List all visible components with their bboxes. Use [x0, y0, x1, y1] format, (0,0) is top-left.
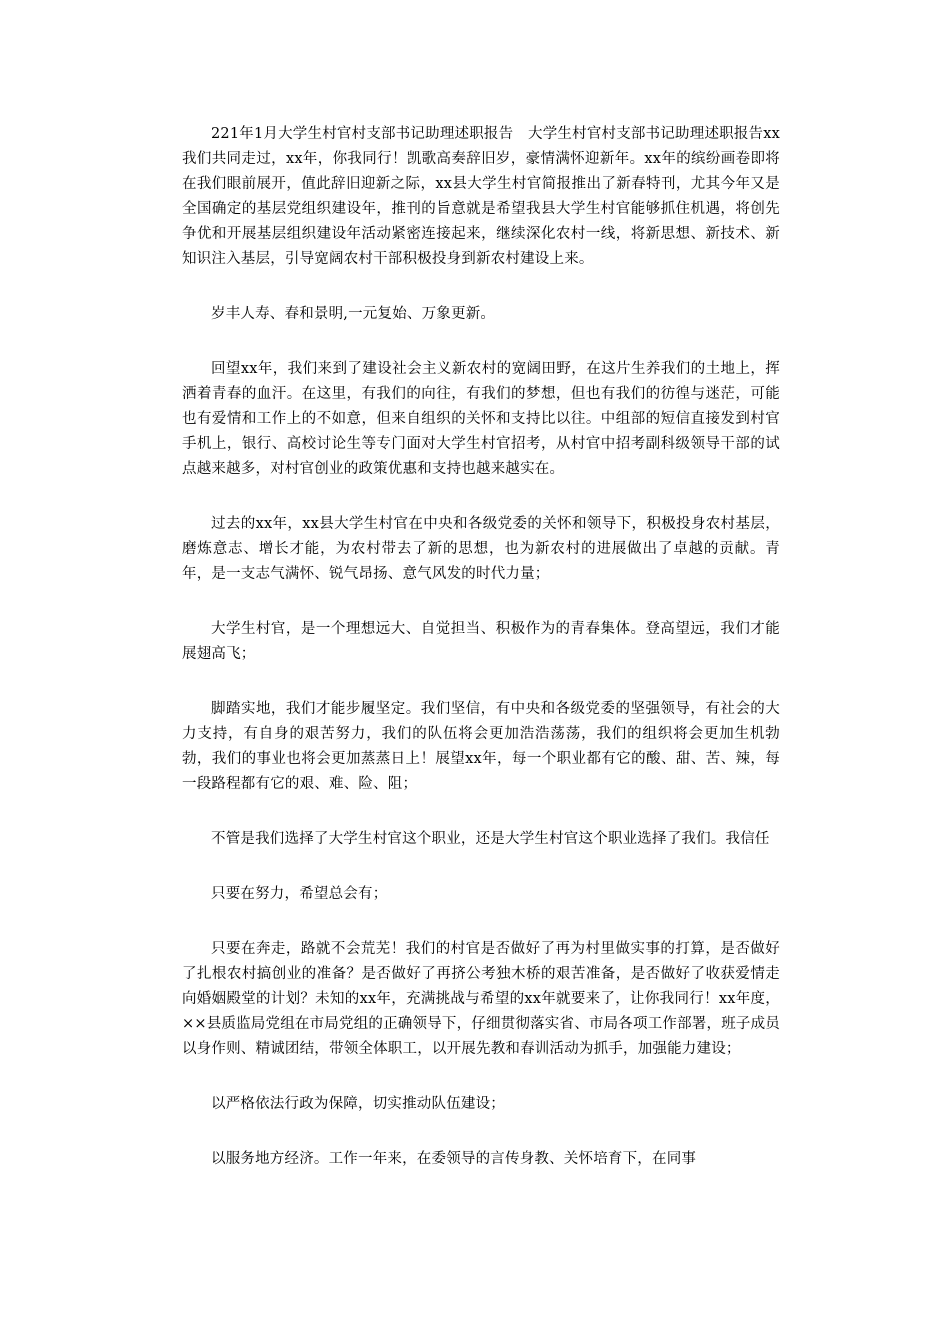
paragraph-new-year-blessing: 岁丰人寿、春和景明,一元复始、万象更新。 — [211, 306, 496, 322]
paragraph-past-year: 过去的xx年，xx县大学生村官在中央和各级党委的关怀和领导下，积极投身农村基层，磨炼意志、增长才能，为农村带去了新的思想，也为新农村的进展做出了卓越的贡献。青年，是一支志气满怀、锐气昂扬、意气风发的时代力量； — [182, 516, 780, 582]
paragraph-review: 回望xx年，我们来到了建设社会主义新农村的宽阔田野，在这片生养我们的土地上，挥洒着青春的血汗。在这里，有我们的向往，有我们的梦想，但也有我们的彷徨与迷茫，可能也有爱情和工作上的不如意，但来自组织的关怀和支持比以往。中组部的短信直接发到村官手机上，银行、高校讨论生等专门面对大学生村官招考，从村官中招考副科级领导干部的试点越来越多，对村官创业的政策优惠和支持也越来越实在。 — [182, 361, 780, 477]
paragraph-law-enforcement: 以严格依法行政为保障，切实推动队伍建设； — [211, 1096, 505, 1112]
paragraph-down-to-earth: 脚踏实地，我们才能步履坚定。我们坚信，有中央和各级党委的坚强领导，有社会的大力支持，有自身的艰苦努力，我们的队伍将会更加浩浩荡荡，我们的组织将会更加生机勃勃，我们的事业也将会更加蒸蒸日上！展望xx年，每一个职业都有它的酸、甜、苦、辣，每一段路程都有它的艰、难、险、阻； — [182, 701, 780, 792]
document-page — [182, 122, 780, 1172]
paragraph-choice: 不管是我们选择了大学生村官这个职业，还是大学生村官这个职业选择了我们。我信任 — [211, 831, 770, 847]
paragraph-intro: 221年1月大学生村官村支部书记助理述职报告 大学生村官村支部书记助理述职报告xx我们共同走过，xx年，你我同行！凯歌高奏辞旧岁，豪情满怀迎新年。xx年的缤纷画卷即将在我们眼前展开，值此辞旧迎新之际，xx县大学生村官简报推出了新春特刊，尤其今年又是全国确定的基层党组织建设年，推刊的旨意就是希望我县大学生村官能够抓住机遇，将创先争优和开展基层组织建设年活动紧密连接起来，继续深化农村一线，将新思想、新技术、新知识注入基层，引导宽阔农村干部积极投身到新农村建设上来。 — [182, 126, 780, 267]
paragraph-service: 以服务地方经济。工作一年来，在委领导的言传身教、关怀培育下，在同事 — [211, 1151, 697, 1167]
paragraph-village-official: 大学生村官，是一个理想远大、自觉担当、积极作为的青春集体。登高望远，我们才能展翅高飞； — [182, 621, 780, 662]
paragraph-keep-going: 只要在奔走，路就不会荒芜！我们的村官是否做好了再为村里做实事的打算，是否做好了扎根农村搞创业的准备？是否做好了再挤公考独木桥的艰苦准备，是否做好了收获爱情走向婚姻殿堂的计划？未知的xx年，充满挑战与希望的xx年就要来了，让你我同行！xx年度，××县质监局党组在市局党组的正确领导下，仔细贯彻落实省、市局各项工作部署，班子成员以身作则、精诚团结，带领全体职工，以开展先教和春训活动为抓手，加强能力建设； — [182, 941, 780, 1057]
paragraph-hope: 只要在努力，希望总会有； — [211, 886, 388, 902]
